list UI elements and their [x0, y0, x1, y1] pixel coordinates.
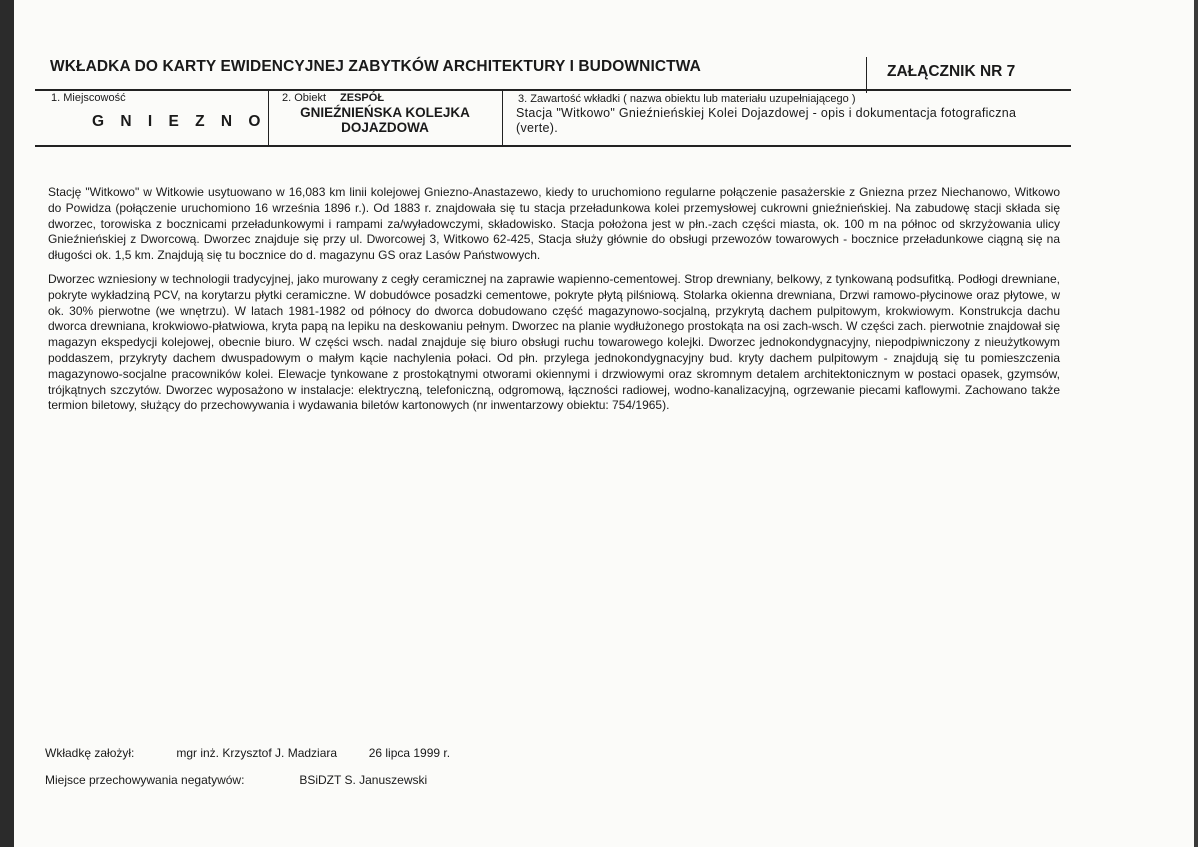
header-rule	[35, 89, 1071, 91]
description-paragraph-location: Stację "Witkowo" w Witkowie usytuowano w 16,083 km linii kolejowej Gniezno-Anastazewo, kiedy to uruchomiono regularne połączenie pasażerskie z Gniezna przez Niechanowo, Witkowo do Powidza (połączenie uruchomiono 16 września 1896 r.). Od 1883 r. znajdowała się tu stacja przeładunkowa kolei przemysłowej cukrowni gnieźnieńskiej. Na zabudowę stacji składa się dworzec, torowiska z bocznicami przeładunkowymi i rampami za/wyładowczymi, składowisko. Stacja położona jest w płn.-zach części miasta, ok. 100 m na północ od skrzyżowania ulicy Gnieźnieńskiej z Dworcową. Dworzec znajduje się przy ul. Dworcowej 3, Witkowo 62-425, Stacja służy głównie do obsługi przewozów towarowych - bocznice przeładunkowe ciągną się na długości ok. 1,5 km. Znajdują się tu bocznice do d. magazynu GS oraz Lasów Państwowych.	[48, 185, 1060, 263]
cell-divider-1	[268, 89, 269, 145]
card-date: 26 lipca 1999 r.	[368, 746, 451, 760]
scan-edge-left	[0, 0, 14, 847]
object-type: ZESPÓŁ	[340, 92, 385, 104]
object-label: 2. Obiekt	[282, 92, 327, 104]
fields-rule	[35, 145, 1071, 147]
cell-divider-2	[502, 89, 503, 145]
object-label-row	[282, 92, 384, 104]
annex-number: ZAŁĄCZNIK NR 7	[887, 63, 1016, 80]
negatives-row	[45, 773, 427, 787]
header-divider	[866, 57, 867, 93]
contents-value: Stacja "Witkowo" Gnieźnieńskiej Kolei Dojazdowej - opis i dokumentacja fotograficzna (verte).	[516, 106, 1017, 135]
author-value: mgr inż. Krzysztof J. Madziara	[176, 746, 338, 760]
author-row	[45, 746, 450, 760]
description-paragraph-building: Dworzec wzniesiony w technologii tradycyjnej, jako murowany z cegły ceramicznej na zaprawie wapienno-cementowej. Strop drewniany, belkowy, z tynkowaną podsufitką. Podłogi drewniane, pokryte wykładziną PCV, na korytarzu płytki ceramiczne. W dobudówce posadzki cementowe, pokryte płytą pilśniową. Stolarka okienna drewniana, Drzwi ramowo-płycinowe oraz płytowe, w ok. 30% pierwotne (we wnętrzu). W latach 1981-1982 od północy do dworca dobudowano część magazynowo-socjalną, przykrytą dachem pulpitowym, krokwiowym. Konstrukcja dachu dworca drewniana, krokwiowo-płatwiowa, kryta papą na lepiku na deskowaniu pełnym. Dworzec na planie wydłużonego prostokąta na osi zach-wsch. W części zach. pierwotnie znajdował się magazyn ekspedycji kolejowej, obecnie biuro. W części wsch. nadal znajduje się biuro obsługi ruchu towarowego kolejki. Dworzec jednokondygnacyjny, niepodpiwniczony z nieużytkowym poddaszem, przykryty dachem dwuspadowym o małym kącie nachylenia połaci. Od płn. przylega jednokondygnacyjny bud. kryty dachem pulpitowym - znajdują się tu pomieszczenia magazynowo-socjalne pracowników kolei. Elewacje tynkowane z prostokątnymi otworami okiennymi i drzwiowymi oraz skromnym detalem architektonicznym w postaci opasek, gzymsów, trójkątnych szczytów. Dworzec wyposażono w instalacje: elektryczną, telefoniczną, odgromową, łączności radiowej, wodno-kanalizacyjną, ogrzewanie piecami kaflowymi. Zachowano także termion biletowy, służący do przechowywania i wydawania biletów kartonowych (nr inwentarzowy obiektu: 754/1965).	[48, 271, 1060, 413]
negatives-label: Miejsce przechowywania negatywów:	[45, 773, 245, 787]
negatives-value: BSiDZT S. Januszewski	[299, 773, 428, 787]
contents-label: 3. Zawartość wkładki ( nazwa obiektu lub materiału uzupełniającego )	[518, 93, 856, 105]
author-label: Wkładkę założył:	[45, 746, 135, 760]
description	[48, 185, 1060, 422]
locality-value: G N I E Z N O	[92, 113, 267, 130]
scan-edge-right	[1194, 0, 1198, 847]
object-name: GNIEŹNIEŃSKA KOLEJKA DOJAZDOWA	[300, 105, 470, 135]
form-title: WKŁADKA DO KARTY EWIDENCYJNEJ ZABYTKÓW ARCHITEKTURY I BUDOWNICTWA	[50, 58, 701, 75]
locality-label: 1. Miejscowość	[51, 92, 126, 104]
